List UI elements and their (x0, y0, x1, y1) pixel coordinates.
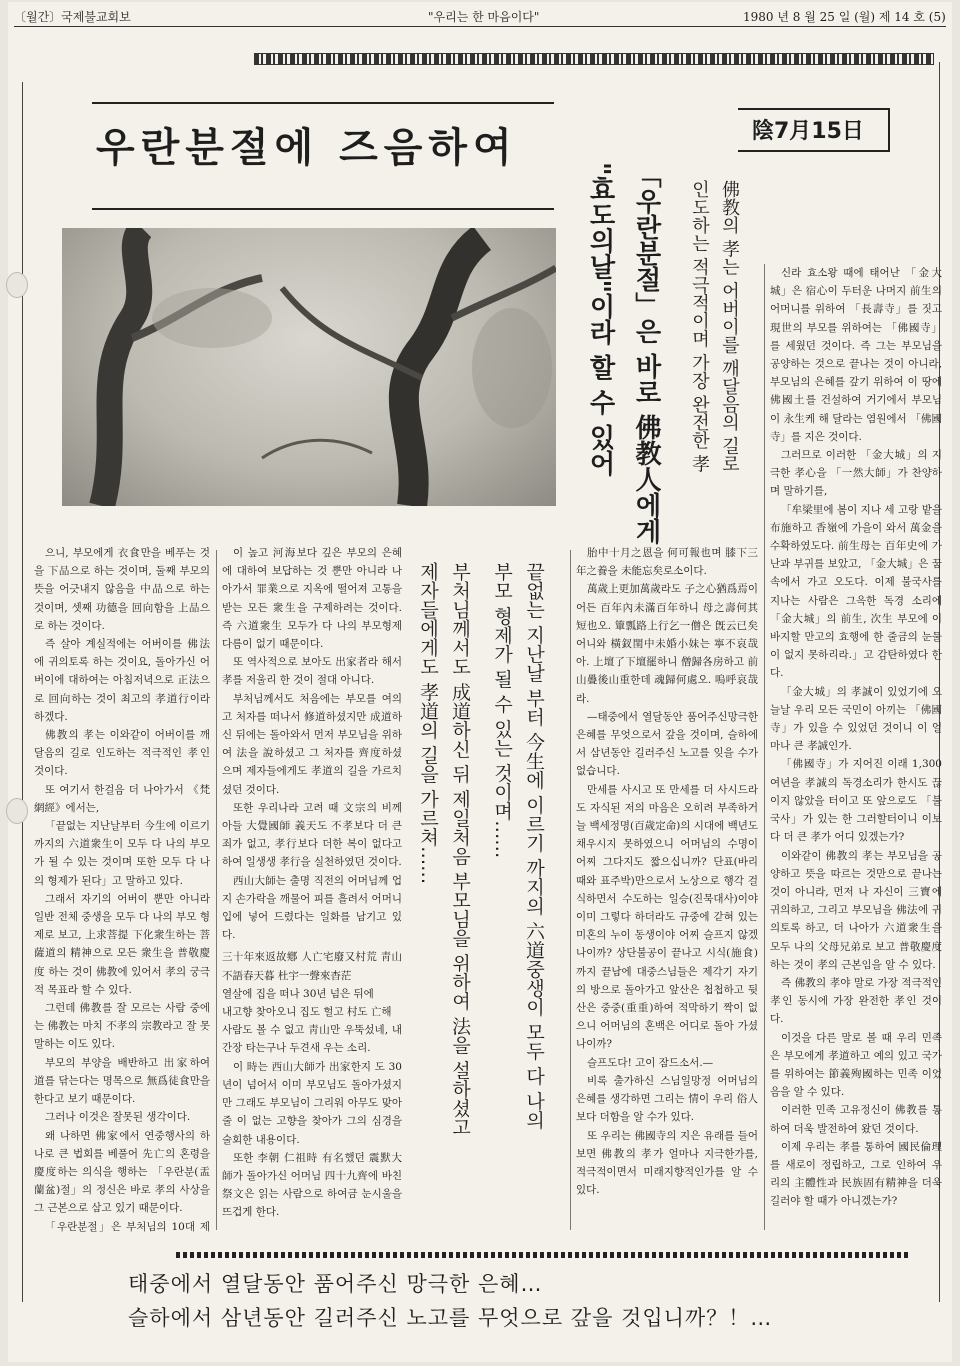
paragraph: 「金大城」의 孝誠이 있었기에 오늘날 우리 모든 국민이 아끼는 「佛國寺」가 있을 수 있었던 것이니 이 얼마나 큰 孝誠인가. (770, 685, 942, 753)
article-column-4 (770, 264, 942, 1234)
paragraph: —태중에서 열달동안 품어주신망극한 은혜를 무엇으로서 갚을 것이며, 슬하에서 삼년동안 길러주신 노고를 잊을 수가 없습니다. (576, 710, 758, 778)
header-publication: 〔월간〕국제불교회보 (14, 10, 131, 24)
poem-translation-line: 열살에 집을 떠나 30년 넘은 뒤에 (222, 987, 374, 1000)
chinese-poem: 三十年來返故鄕 人亡宅廢又村荒 靑山不語春天暮 杜宇一聲來杳茫 (222, 951, 402, 982)
paragraph: 胎中十月之恩을 何可報也며 膝下三年之養을 未能忘矣로소이다. (576, 547, 758, 578)
binder-hole (6, 272, 28, 298)
newspaper-page (8, 2, 952, 1362)
paragraph: 「끝없는 지난날부터 今生에 이르기까지의 六道衆生이 모두 다 나의 부모가 될 수 있는 것이며 또한 모두 다 나의 형제가 된다」고 말하고 있다. (34, 820, 210, 887)
poem-translation-line: 사람도 볼 수 없고 靑山만 우뚝섰네, 내 간장 타는구나 두견새 우는 소리. (222, 1024, 402, 1055)
pullquote-line-4: 제자들에게도 孝道의 길을 가르쳐…… (417, 562, 439, 885)
footer-dotted-rule (176, 1252, 908, 1258)
paragraph: 이것을 다른 말로 볼 때 우리 민족은 부모에게 孝道하고 예의 있고 국가를 위하여는 節義殉國하는 민족 이었음을 알 수 있다. (770, 1031, 942, 1099)
subhead-3: 「우란분절」은 바로 佛教人에게 (631, 162, 661, 545)
header-issue-date: 1980 년 8 월 25 일 (월) 제 14 호 (5) (743, 10, 946, 24)
article-title: 우란분절에 즈음하여 (96, 125, 518, 171)
subhead-4: "효도의날"이라 할 수 있어 (585, 162, 615, 477)
paragraph: 「우란분절」은 부처님의 10대 제 (45, 1220, 210, 1233)
tree-painting-image (62, 228, 556, 506)
paragraph: 즉 살아 계실적에는 어버이를 佛法에 귀의토록 하는 것이요, 돌아가신 어버이에 대하여는 아침저녁으로 正法으로 回向하는 것이 최고의 孝道行이라 하겠다. (34, 638, 210, 723)
paragraph: 으니, 부모에게 衣食만을 베푸는 것을 下品으로 하는 것이며, 둘째 부모의 뜻을 어긋내지 않음을 中品으로 하는 것이며, 셋째 功德을 回向함을 上品으로 하는 것이다. (34, 547, 210, 632)
decorative-border (254, 53, 934, 65)
column-divider (216, 550, 217, 1230)
paragraph: 그런데 佛教를 잘 모르는 사람 중에는 佛教는 마치 不孝의 宗教라고 잘 못 말하는 이도 있다. (34, 1002, 210, 1051)
paragraph: 그래서 자기의 어버이 뿐만 아니라 일반 전체 중생을 모두 다 나의 부모 형제로 보고, 上求菩提 下化衆生하는 菩薩道의 精神으로 모든 衆生을 普敬慶度 하는 것이 佛教에 있어서 孝의 궁극적 목표라 할 수 있다. (34, 892, 210, 996)
paragraph: 萬歲上更加萬歲라도 子之心猶爲焉이어든 百年內未滿百年하니 母之壽何其短也오. 簞瓢路上行乞一僧은 旣云已矣어니와 橫釵閨中未婚小妹는 寧不哀哉아. 上壇了下壇罷하니 僧歸各房하고 前山疊後山重한데 魂歸何處오. 嗚呼哀哉라. (576, 583, 758, 705)
paragraph: 또 여기서 한걸음 더 나아가서 《梵網經》에서는, (34, 783, 210, 814)
pullquote-line-1: 끝없는 지난날 부터 今生에 이르기 까지의 六道중생이 모두 다 나의 (523, 562, 545, 1130)
column-divider (764, 264, 765, 1230)
paragraph: 그러므로 이러한 「金大城」의 지극한 孝心을 「一然大師」가 찬양하며 말하기를, (770, 449, 942, 498)
paragraph: 이러한 민족 고유정신이 佛教를 통하여 더욱 발전하여 왔던 것이다. (770, 1104, 942, 1135)
paragraph: 佛教의 孝는 이와같이 어버이를 깨달음의 길로 인도하는 적극적인 孝인 것이다. (34, 729, 210, 778)
paragraph: 비록 출가하신 스님일망정 어머님의 은혜를 생각하면 그리는 情이 우리 俗人보다 더함을 알 수가 있다. (576, 1074, 758, 1124)
paragraph: 왜 나하면 佛家에서 연중행사의 하나로 큰 법회를 베풀어 先亡의 혼령을 慶度하는 의식을 행하는 「우란분(盂蘭盆)절」의 정신은 바로 孝의 사상을 그 근본으로 삼고 있기 때문이다. (34, 1129, 210, 1215)
paragraph: 만세를 사시고 또 만세를 더 사시드라도 자식된 저의 마음은 오히려 부족하거늘 백세정명(百歲定命)의 시대에 백년도 채우시지 못하였으니 어머님의 수명이 어찌 그다지도 짧으십니까? 단표(바리때와 표주박)만으로서 노상으로 행각 걸식하면서 수도하는 일승(진묵대사)이야 이미 그렇다 하더라도 규중에 갇혀 있는 미혼의 누이 동생이야 어찌 슬프지 않겠나이까? 상단불공이 끝나고 시식(施食)까지 끝남에 대중스님들은 제각기 자기의 방으로 돌아가고 앞산은 첩첩하고 뒷산은 중중(重重)하여 적막하기 짝이 없으니 어머님의 혼백은 어디로 돌아 가셨나이까? (576, 783, 758, 1051)
article-column-2 (222, 544, 402, 1234)
paragraph: 이 높고 河海보다 깊은 부모의 은혜에 대하여 보답하는 것 뿐만 아니라 나아가서 罪業으로 지옥에 떨어져 고통을 받는 모든 衆生을 구제하려는 것이다. 즉 六道衆生 모두가 다 나의 부모형제 다름이 없기 때문이다. (222, 547, 402, 651)
paragraph: 부처님께서도 처음에는 부모를 여의고 처자를 떠나서 修道하셨지만 成道하신 뒤에는 돌아와서 먼저 부모님을 위하여 法을 說하셨고 그 처자를 齊度하셨으며 제자들에게도 孝道의 길을 가르치셨던 것이다. (222, 692, 402, 796)
paragraph: 또한 李朝 仁祖時 有名했던 震默大師가 돌아가신 어머님 四十九齊에 바친 祭文은 읽는 사람으로 하여금 눈시울을 뜨겁게 한다. (222, 1151, 402, 1219)
frame-left (22, 82, 23, 1302)
header-motto: "우리는 한 마음이다" (428, 10, 540, 24)
paragraph: 또한 우리나라 고려 때 文宗의 비께 아들 大覺國師 義天도 不孝보다 더 큰 죄가 없고, 孝行보다 더한 복이 없다고 하여 일생생 孝行을 실천하였던 것이다. (222, 801, 402, 869)
paragraph: 즉 佛教의 孝야 말로 가장 적극적인 孝인 동시에 가장 완전한 孝인 것이다. (770, 976, 942, 1026)
poem-translation-line: 내고향 찾아오니 집도 헐고 村도 亡해 (222, 1006, 392, 1019)
paragraph: 이 時는 西山大師가 出家한지 도 30년이 넘어서 이미 부모님도 돌아가셨지만 그래도 부모님이 그리워 아무도 맞아 줄 이 없는 고향을 찾아가 그의 심경을 술회한 내용이다. (222, 1060, 402, 1146)
article-column-1 (34, 544, 210, 1234)
subhead-1: 佛教의 孝는 어버이를 깨달음의 길로 (719, 180, 740, 473)
paragraph: 그러나 이것은 잘못된 생각이다. (45, 1111, 191, 1124)
column-divider (570, 550, 571, 1230)
paragraph: 신라 효소왕 때에 태어난 「金大城」은 宿心이 두터운 나머지 前生의 어머니를 위하여 「長壽寺」를 짓고 現世의 부모를 위하여는 「佛國寺」를 세웠던 것이다. 즉 그는 부모님을 공양하는 것으로 끝나는 것이 아니라, 부모님의 은혜를 갚기 위하여 이 땅에 佛國土를 건설하여 거기에서 부모님이 永生케 해 달라는 염원에서 「佛國寺」를 지은 것이다. (770, 267, 942, 443)
paragraph: 「牟梁里에 봄이 지나 세 고랑 밭을 布施하고 香嶺에 가을이 와서 萬金을 수확하였도다. 前生母는 百年史에 가난과 부귀를 보았고, 「金大城」은 꿈 속에서 가고 오도다. 이제 불국사를 지나는 사람은 그윽한 독경 소리에 「金大城」의 前生, 次生 부모에 이바지할 만고의 효행에 한 줄금의 눈물이 없지 못하리라.」고 감탄하였다 한다. (770, 503, 942, 680)
ink-painting-photo (62, 228, 556, 506)
article-date-label: 陰7月15日 (752, 119, 864, 144)
header-rule (14, 26, 946, 27)
subhead-2: 인도하는 적극적이며 가장 완전한 孝 (689, 180, 710, 473)
paragraph: 이와같이 佛教의 孝는 부모님을 공양하고 뜻을 따르는 것만으로 끝나는 것이 아니라, 먼저 나 자신이 三寶에 귀의하고, 그리고 부모님을 佛法에 귀의토록 하고, 더 나아가 六道衆生을 모두 나의 父母兄弟로 보고 普敬慶度하는 것이 孝의 근본임을 알 수 있다. (770, 849, 942, 971)
paragraph: 「佛國寺」가 지어진 이래 1,300여년을 孝誠의 독경소리가 한시도 끊이지 않았을 터이고 또 앞으로도 「불국사」가 있는 한 그러할터이니 이보다 더 큰 孝가 어디 있겠는가? (770, 758, 942, 844)
paragraph: 이제 우리는 孝를 통하여 國民倫理를 새로이 정립하고, 그로 인하여 우리의 主體性과 民族固有精神을 더욱 길러야 할 때가 아니겠는가? (770, 1140, 942, 1208)
paragraph: 슬프도다! 고이 잠드소서.— (587, 1056, 714, 1069)
paragraph: 또 역사적으로 보아도 出家者라 해서 孝를 저울리 한 것이 절대 아니다. (222, 656, 402, 687)
article-column-3 (576, 544, 758, 1234)
pullquote-line-2: 부모 형제가 될 수 있는 것이며…… (491, 562, 513, 859)
footer-line-1: 태중에서 열달동안 품어주신 망극한 은혜… (128, 1272, 543, 1296)
paragraph: 西山大師는 출명 직전의 어머님께 업지 손가락을 깨물어 피를 흘려서 어머니 입에 넣어 드렸다는 일화를 남기고 있다. (222, 874, 402, 942)
paragraph: 부모의 부양을 배반하고 出家하여 道를 닦는다는 명목으로 無爲徒食만을 한다고 보기 때문이다. (34, 1056, 210, 1106)
paragraph: 또 우리는 佛國寺의 지은 유래를 들어 보면 佛教의 孝가 얼마나 지극한가를, 적극적이면서 미래지향적인가를 알 수 있다. (576, 1129, 758, 1197)
pullquote-line-3: 부처님께서도 成道하신 뒤 제일처음 부모님을 위하여 法을 설하셨고 (449, 562, 471, 1137)
binder-hole (6, 798, 28, 824)
footer-line-2: 슬하에서 삼년동안 길러주신 노고를 무엇으로 갚을 것입니까？！… (128, 1306, 773, 1330)
